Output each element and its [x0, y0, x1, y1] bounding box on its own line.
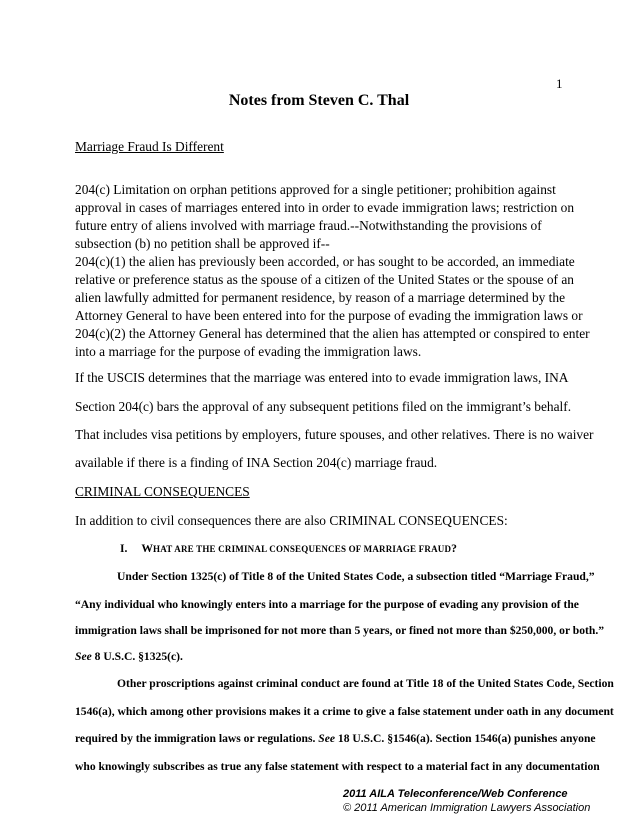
- text-line-section: Section 204(c) bars the approval of any subsequent petitions filed on the immigrant’s behalf.: [75, 399, 572, 414]
- paragraph-204c1: [75, 253, 583, 325]
- text-line: future entry of aliens involved with marriage fraud.--Notwithstanding the provisions of: [75, 218, 542, 233]
- subheading-text: HAT ARE THE CRIMINAL CONSEQUENCES OF MARRIAGE FRAUD: [153, 544, 452, 554]
- subheading-end: ?: [451, 542, 457, 555]
- text-line: subsection (b) no petition shall be approved if--: [75, 236, 330, 251]
- page-title: Notes from Steven C. Thal: [228, 92, 410, 109]
- text-line: alien lawfully admitted for permanent residence, by reason of a marriage determined by the: [75, 290, 566, 305]
- bold-line-7: [75, 732, 596, 745]
- text-line: 204(c) Limitation on orphan petitions approved for a single petitioner; prohibition against: [75, 182, 556, 197]
- text-line: 204(c)(2) the Attorney General has determined that the alien has attempted or conspired to enter: [75, 326, 590, 341]
- text-line-visa: That includes visa petitions by employers, future spouses, and other relatives. There is no waiver: [75, 427, 594, 442]
- subheading-numeral: I.: [120, 542, 128, 555]
- bold-line-6: 1546(a), which among other provisions makes it a crime to give a false statement under oath in any document: [75, 705, 614, 718]
- text-line-uscis: If the USCIS determines that the marriage was entered into to evade immigration laws, INA: [75, 370, 569, 385]
- citation: 8 U.S.C. §1325(c).: [91, 650, 183, 663]
- text-line: into a marriage for the purpose of evading the immigration laws.: [75, 344, 422, 359]
- text-span: required by the immigration laws or regulations.: [75, 732, 319, 745]
- criminal-heading: CRIMINAL CONSEQUENCES: [75, 484, 250, 499]
- bold-line-2: “Any individual who knowingly enters into a marriage for the purpose of evading any provision of the: [75, 598, 579, 611]
- paragraph-204c: [75, 181, 575, 253]
- subheading-cap: W: [141, 542, 154, 555]
- text-line: approval in cases of marriages entered into in order to evade immigration laws; restriction on: [75, 200, 575, 215]
- section-heading: Marriage Fraud Is Different: [75, 139, 224, 154]
- footer-conference: 2011 AILA Teleconference/Web Conference: [343, 788, 568, 800]
- text-line-civil: In addition to civil consequences there are also CRIMINAL CONSEQUENCES:: [75, 513, 508, 528]
- text-line: Attorney General to have been entered into for the purpose of evading the immigration laws or: [75, 308, 583, 323]
- bold-line-5: Other proscriptions against criminal conduct are found at Title 18 of the United States Code, Section: [117, 677, 614, 690]
- bold-line-3: immigration laws shall be imprisoned for not more than 5 years, or fined not more than $250,000, or both.”: [75, 624, 605, 637]
- bold-line-4: [75, 650, 575, 663]
- bold-line-8: who knowingly subscribes as true any false statement with respect to a material fact in any documentation: [75, 760, 600, 773]
- page-number: 1: [556, 76, 563, 91]
- footer-copyright: © 2011 American Immigration Lawyers Association: [343, 802, 591, 814]
- see-signal: See: [318, 732, 336, 745]
- see-signal: See: [75, 650, 92, 663]
- text-line-available: available if there is a finding of INA Section 204(c) marriage fraud.: [75, 455, 438, 470]
- text-span: 18 U.S.C. §1546(a). Section 1546(a) punishes anyone: [335, 732, 596, 745]
- paragraph-204c2: [75, 325, 590, 361]
- subheading: [120, 542, 620, 555]
- text-line: relative or preference status as the spouse of a citizen of the United States or the spouse of an: [75, 272, 574, 287]
- text-line: 204(c)(1) the alien has previously been accorded, or has sought to be accorded, an immediate: [75, 254, 575, 269]
- bold-line-1: Under Section 1325(c) of Title 8 of the United States Code, a subsection titled “Marriage Fraud,”: [117, 570, 595, 583]
